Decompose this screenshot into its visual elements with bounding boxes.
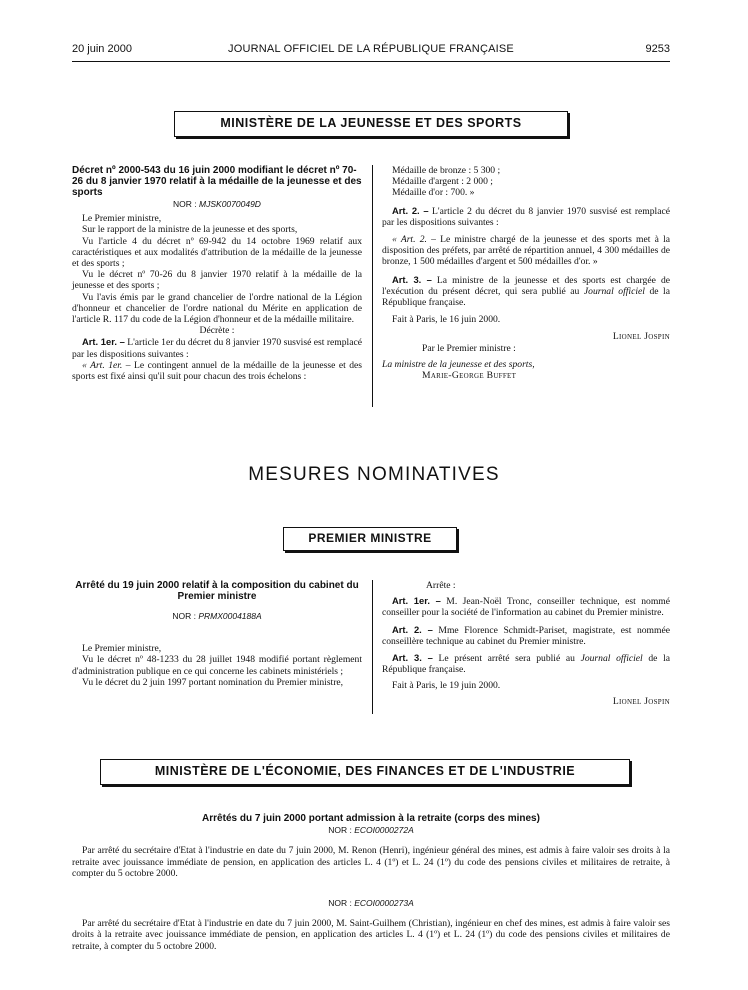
mesures-nominatives-heading: MESURES NOMINATIVES: [248, 464, 500, 485]
section-heading-premier-ministre: PREMIER MINISTRE: [283, 527, 457, 551]
header-page-number: 9253: [645, 43, 670, 55]
retraite-nor-2: NOR : ECOI0000273A: [328, 898, 414, 909]
article-quote-label: « Art. 1er.: [82, 359, 123, 371]
arrete-fait: Fait à Paris, le 19 juin 2000.: [392, 680, 501, 692]
decree-title: Décret nº 2000-543 du 16 juin 2000 modifiant le décret nº 70-26 du 8 janvier 1970 relatif à la médaille de la jeunesse et des sports: [72, 165, 362, 198]
article-quote-text: – Le contingent annuel de la médaille de la jeunesse et des sports est fixé ainsi qu'il suit pour chacun des trois échelons :: [72, 359, 363, 383]
decree-para: Vu l'avis émis par le grand chancelier de l'ordre national de la Légion d'honneur et chancelier de l'ordre national du Mérite en application de l'article R. 117 du code de la Légion d'honneur et de la médaille militaire.: [72, 291, 362, 326]
article-label: Art. 1er. –: [82, 336, 125, 348]
retraite-nor-1: NOR : ECOI0000272A: [328, 825, 414, 836]
journal-officiel: Journal officiel: [580, 653, 643, 665]
medal-argent: Médaille d'argent : 2 000 ;: [392, 176, 493, 188]
article-text: L'article 1er du décret du 8 janvier 1970 susvisé est remplacé par les dispositions suivantes :: [72, 337, 362, 360]
ministre-name: Marie-George Buffet: [422, 370, 517, 382]
decree-right-column: [382, 165, 670, 381]
arrete-para: Le Premier ministre,: [82, 643, 162, 655]
nor-label: NOR :: [173, 199, 200, 209]
decree-para: Le Premier ministre,: [82, 213, 162, 225]
column-separator: [372, 580, 373, 714]
article-quote-label: « Art. 2.: [392, 234, 427, 246]
decree-article-3: Art. 3. – La ministre de la jeunesse et des sports est chargée de l'exécution du présent décret, qui sera publié au Journal officiel de la République française.: [382, 273, 671, 309]
arrete-article-3: Art. 3. – Le présent arrêté sera publié au Journal officiel de la République française.: [382, 652, 670, 676]
medal-bronze: Médaille de bronze : 5 300 ;: [392, 165, 501, 176]
signature-premier-ministre: Lionel Jospin: [612, 331, 670, 343]
arrete-right-column: [382, 580, 670, 707]
header-rule: [72, 61, 670, 62]
section-heading-jeunesse-sports: MINISTÈRE DE LA JEUNESSE ET DES SPORTS: [174, 111, 568, 137]
article-quote-text: – Le ministre chargé de la jeunesse et des sports met à la disposition des préfets, par arrêté de répartition annuel, 4 300 médailles de bronze, 1 500 médailles d'argent et 500 médailles d'or. »: [382, 234, 670, 268]
decree-article-1-quote: [72, 360, 362, 382]
decree-para: Sur le rapport de la ministre de la jeunesse et des sports,: [82, 224, 298, 236]
par-le-premier-ministre: Par le Premier ministre :: [422, 342, 516, 354]
decree-nor: [72, 199, 362, 210]
arrete-article-2: Art. 2. – Mme Florence Schmidt-Pariset, magistrate, est nommée conseillère technique au cabinet du Premier ministre.: [382, 623, 670, 647]
decree-decrete: Décrète :: [199, 325, 235, 337]
arrete-article-1: Art. 1er. – M. Jean-Noël Tronc, conseiller technique, est nommé conseiller pour la société de l'information au cabinet du Premier ministre.: [382, 595, 671, 619]
retraite-title: Arrêtés du 7 juin 2000 portant admission à la retraite (corps des mines): [202, 813, 540, 824]
arrete-nor: NOR : PRMX0004188A: [172, 611, 262, 621]
section-heading-economie-finances-industrie: MINISTÈRE DE L'ÉCONOMIE, DES FINANCES ET DE L'INDUSTRIE: [100, 759, 630, 785]
medal-or: Médaille d'or : 700. »: [392, 187, 475, 199]
decree-article-2-quote: [382, 234, 670, 268]
arrete-title: Arrêté du 19 juin 2000 relatif à la composition du cabinet du Premier ministre: [75, 580, 359, 602]
article-label: Art. 3. –: [392, 273, 432, 285]
nor-value: ECOI0000272A: [354, 825, 414, 836]
article-text: L'article 2 du décret du 8 janvier 1970 susvisé est remplacé par les dispositions suivantes :: [382, 205, 670, 228]
nor-value: ECOI0000273A: [354, 898, 414, 909]
retraite-para-2: Par arrêté du secrétaire d'Etat à l'industrie en date du 7 juin 2000, M. Saint-Guilhem (Christian), ingénieur en chef des mines, est admis à faire valoir ses droits à la retraite avec jouissance immédiate de pension, en application des articles L. 4 (1º) et L. 24 (1º) du code des pensions civiles et militaires de retraite, à compter du 5 octobre 2000.: [72, 918, 670, 952]
decree-para: Vu l'article 4 du décret nº 69-942 du 14 octobre 1969 relatif aux caractéristiques et aux modalités d'attribution de la médaille de la jeunesse et des sports ;: [72, 235, 362, 270]
decree-article-1: [72, 336, 362, 359]
header-journal-title: JOURNAL OFFICIEL DE LA RÉPUBLIQUE FRANÇAISE: [228, 43, 514, 55]
nor-value: MJSK0070049D: [199, 199, 261, 209]
retraite-para-1: Par arrêté du secrétaire d'Etat à l'industrie en date du 7 juin 2000, M. Renon (Henri), ingénieur général des mines, est admis à faire valoir ses droits à la retraite avec jouissance immédiate de pension, en application des articles L. 4 (1º) et L. 24 (1º) du code des pensions civiles et militaires de retraite, à compter du 5 octobre 2000.: [72, 845, 670, 879]
arrete-para: Vu le décret du 2 juin 1997 portant nomination du Premier ministre,: [82, 676, 344, 688]
header-date: 20 juin 2000: [72, 43, 132, 55]
decree-fait: Fait à Paris, le 16 juin 2000.: [392, 314, 501, 326]
journal-officiel: Journal officiel: [583, 285, 645, 297]
arrete-para: Vu le décret nº 48-1233 du 28 juillet 1948 modifié portant règlement d'administration publique en ce qui concerne les cabinets ministériels ;: [72, 654, 362, 677]
retraite-section: [72, 813, 670, 952]
nor-value: PRMX0004188A: [198, 611, 262, 621]
arrete-left-column: [72, 580, 362, 688]
ministre-title: La ministre de la jeunesse et des sports,: [382, 358, 535, 370]
page-header: [72, 43, 670, 59]
column-separator: [372, 165, 373, 407]
decree-left-column: [72, 165, 362, 382]
decree-article-2: [382, 205, 670, 228]
signature-premier-ministre: Lionel Jospin: [612, 695, 670, 707]
arrete-arrete: Arrête :: [426, 580, 456, 591]
decree-para: Vu le décret nº 70-26 du 8 janvier 1970 relatif à la médaille de la jeunesse et des sports ;: [72, 269, 362, 292]
article-label: Art. 2. –: [392, 204, 429, 216]
